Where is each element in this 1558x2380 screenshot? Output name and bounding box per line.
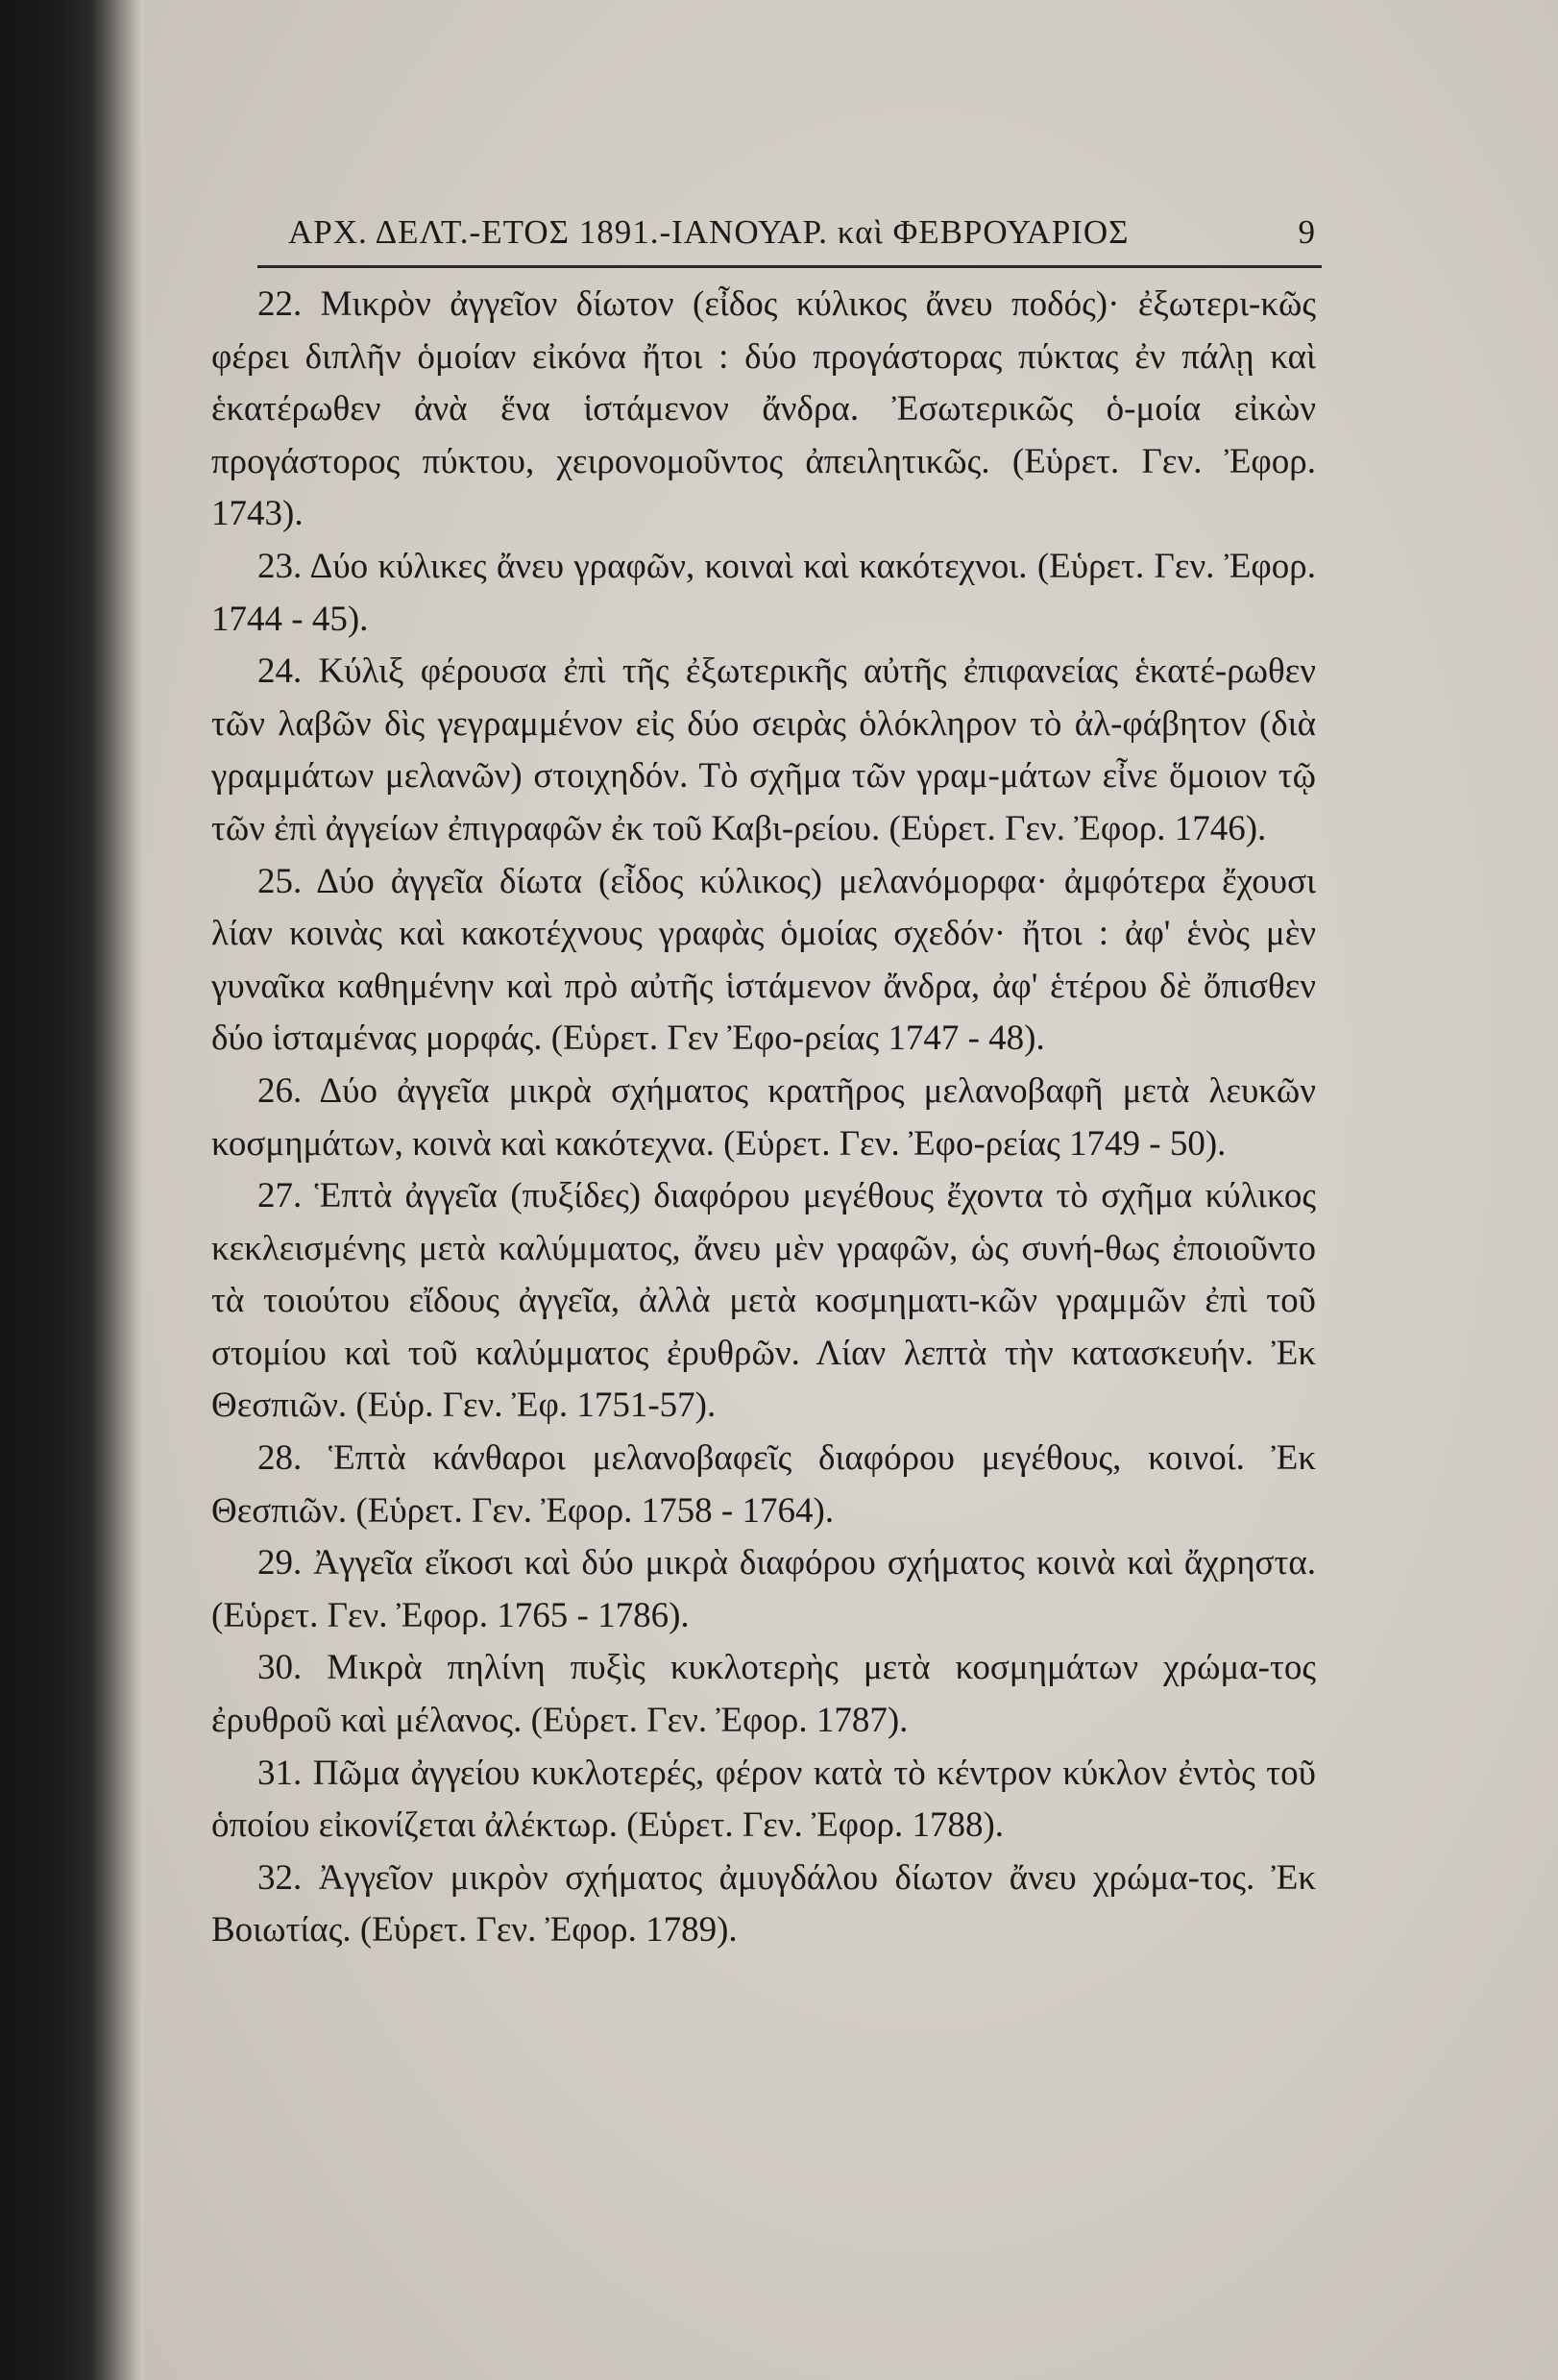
- catalog-entry-22: 22. Μικρὸν ἀγγεῖον δίωτον (εἶδος κύλικος ἄνευ ποδός)· ἐξωτερι-κῶς φέρει διπλῆν ὁμοίαν εἰκόνα ἤτοι : δύο προγάστορας πύκτας ἐν πάλῃ καὶ ἑκατέρωθεν ἀνὰ ἕνα ἱστάμενον ἄνδρα. Ἐσωτερικῶς ὁ-μοία εἰκὼν προγάστορος πύκτου, χειρονομοῦντος ἀπειλητικῶς. (Εὑρετ. Γεν. Ἐφορ. 1743).: [211, 284, 1316, 534]
- running-title: ΑΡΧ. ΔΕΛΤ.-ΕΤΟΣ 1891.-ΙΑΝΟΥΑΡ. καὶ ΦΕΒΡΟΥΑΡΙΟΣ: [288, 213, 1130, 251]
- catalog-entry-25: 25. Δύο ἀγγεῖα δίωτα (εἶδος κύλικος) μελανόμορφα· ἀμφότερα ἔχουσι λίαν κοινὰς καὶ κακοτέχνους γραφὰς ὁμοίας σχεδόν· ἤτοι : ἀφ' ἑνὸς μὲν γυναῖκα καθημένην καὶ πρὸ αὐτῆς ἱστάμενον ἄνδρα, ἀφ' ἑτέρου δὲ ὄπισθεν δύο ἱσταμένας μορφάς. (Εὑρετ. Γεν Ἐφο-ρείας 1747 - 48).: [211, 861, 1316, 1059]
- catalog-entry-31: 31. Πῶμα ἀγγείου κυκλοτερές, φέρον κατὰ τὸ κέντρον κύκλον ἐντὸς τοῦ ὁποίου εἰκονίζεται ἀλέκτωρ. (Εὑρετ. Γεν. Ἐφορ. 1788).: [211, 1753, 1316, 1846]
- catalog-entry-27: 27. Ἑπτὰ ἀγγεῖα (πυξίδες) διαφόρου μεγέθους ἔχοντα τὸ σχῆμα κύλικος κεκλεισμένης μετὰ καλύμματος, ἄνευ μὲν γραφῶν, ὡς συνή-θως ἐποιοῦντο τὰ τοιούτου εἴδους ἀγγεῖα, ἀλλὰ μετὰ κοσμηματι-κῶν γραμμῶν ἐπὶ τοῦ στομίου καὶ τοῦ καλύμματος ἐρυθρῶν. Λίαν λεπτὰ τὴν κατασκευήν. Ἐκ Θεσπιῶν. (Εὑρ. Γεν. Ἐφ. 1751-57).: [211, 1176, 1316, 1426]
- catalog-entry-30: 30. Μικρὰ πηλίνη πυξὶς κυκλοτερὴς μετὰ κοσμημάτων χρώμα-τος ἐρυθροῦ καὶ μέλανος. (Εὑρετ. Γεν. Ἐφορ. 1787).: [211, 1648, 1316, 1741]
- book-spine-shadow: [0, 0, 144, 2380]
- catalog-entry-29: 29. Ἀγγεῖα εἴκοσι καὶ δύο μικρὰ διαφόρου σχήματος κοινὰ καὶ ἄχρηστα. (Εὑρετ. Γεν. Ἐφορ. 1765 - 1786).: [211, 1543, 1316, 1635]
- catalog-entry-23: 23. Δύο κύλικες ἄνευ γραφῶν, κοιναὶ καὶ κακότεχνοι. (Εὑρετ. Γεν. Ἐφορ. 1744 - 45).: [211, 546, 1316, 639]
- header-rule: [257, 265, 1322, 268]
- catalog-entry-24: 24. Κύλιξ φέρουσα ἐπὶ τῆς ἐξωτερικῆς αὐτῆς ἐπιφανείας ἑκατέ-ρωθεν τῶν λαβῶν δὶς γεγραμμένον εἰς δύο σειρὰς ὁλόκληρον τὸ ἀλ-φάβητον (διὰ γραμμάτων μελανῶν) στοιχηδόν. Τὸ σχῆμα τῶν γραμ-μάτων εἶνε ὅμοιον τῷ τῶν ἐπὶ ἀγγείων ἐπιγραφῶν ἐκ τοῦ Καβι-ρείου. (Εὑρετ. Γεν. Ἐφορ. 1746).: [211, 651, 1316, 848]
- catalog-entry-32: 32. Ἀγγεῖον μικρὸν σχήματος ἀμυγδάλου δίωτον ἄνευ χρώμα-τος. Ἐκ Βοιωτίας. (Εὑρετ. Γεν. Ἐφορ. 1789).: [211, 1857, 1316, 1951]
- page-number: 9: [1298, 213, 1316, 251]
- catalog-entry-26: 26. Δύο ἀγγεῖα μικρὰ σχήματος κρατῆρος μελανοβαφῆ μετὰ λευκῶν κοσμημάτων, κοινὰ καὶ κακότεχνα. (Εὑρετ. Γεν. Ἐφο-ρείας 1749 - 50).: [211, 1070, 1316, 1164]
- catalog-entry-28: 28. Ἑπτὰ κάνθαροι μελανοβαφεῖς διαφόρου μεγέθους, κοινοί. Ἐκ Θεσπιῶν. (Εὑρετ. Γεν. Ἐφορ. 1758 - 1764).: [211, 1438, 1316, 1531]
- page-header: [288, 213, 1316, 261]
- catalog-entries: [211, 279, 1316, 1957]
